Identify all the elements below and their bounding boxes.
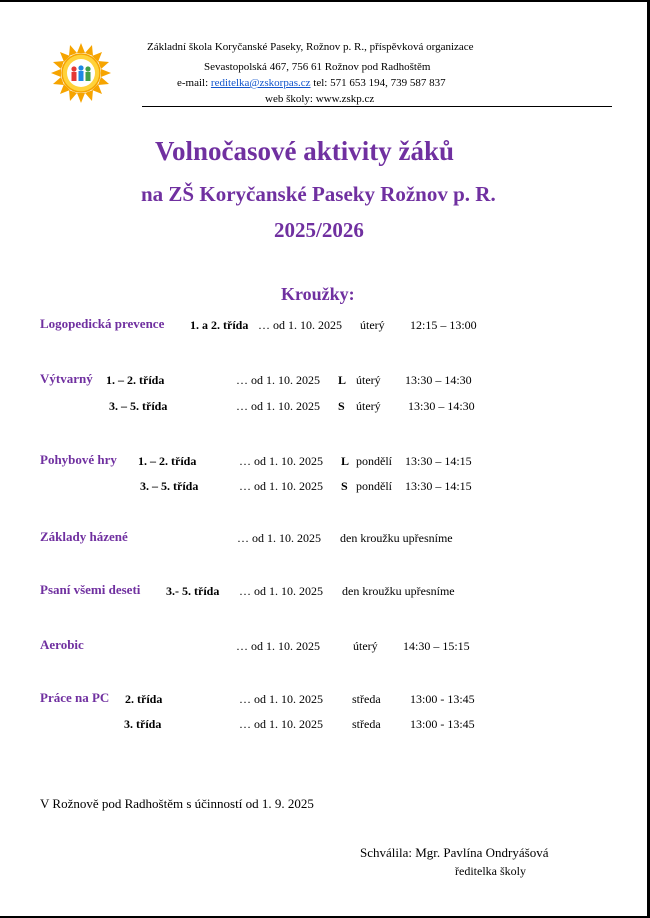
activity-psani-note: den kroužku upřesníme: [342, 584, 455, 598]
activity-vytvarny-name: Výtvarný: [40, 371, 93, 386]
approver-role: ředitelka školy: [455, 864, 526, 878]
activity-pc-r1-time: 13:00 - 13:45: [410, 692, 475, 706]
activity-psani-from: … od 1. 10. 2025: [239, 584, 323, 598]
activity-pohybove-r2-from: … od 1. 10. 2025: [239, 479, 323, 493]
school-web: web školy: www.zskp.cz: [265, 93, 375, 105]
activity-pc-r1-from: … od 1. 10. 2025: [239, 692, 323, 706]
school-name: Základní škola Koryčanské Paseky, Rožnov p. R., příspěvková organizace: [147, 41, 474, 53]
activity-pohybove-r2-day: pondělí: [356, 479, 392, 493]
activity-logoped-from: … od 1. 10. 2025: [258, 318, 342, 332]
approved-by: Schválila: Mgr. Pavlína Ondryášová: [360, 845, 549, 860]
activity-psani-grade: 3.- 5. třída: [166, 584, 220, 598]
activity-aerobic-name: Aerobic: [40, 637, 84, 652]
page-title: Volnočasové aktivity žáků: [155, 136, 455, 166]
activity-pohybove-r2-time: 13:30 – 14:15: [405, 479, 472, 493]
page-subtitle: na ZŠ Koryčanské Paseky Rožnov p. R.: [141, 182, 496, 206]
activity-pc-r2-time: 13:00 - 13:45: [410, 717, 475, 731]
email-link[interactable]: reditelka@zskorpas.cz: [210, 77, 311, 89]
activity-pc-r2-day: středa: [352, 717, 381, 731]
activity-pc-r1-day: středa: [352, 692, 381, 706]
header-rule: [142, 106, 612, 107]
section-title: Kroužky:: [281, 284, 355, 304]
email-label: e-mail:: [177, 77, 209, 89]
validity-note: V Rožnově pod Radhoštěm s účinností od 1. 9. 2025: [40, 796, 314, 811]
activity-vytvarny-r2-time: 13:30 – 14:30: [408, 399, 475, 413]
activity-logoped-time: 12:15 – 13:00: [410, 318, 477, 332]
activity-hazena-from: … od 1. 10. 2025: [237, 531, 321, 545]
activity-vytvarny-r2-from: … od 1. 10. 2025: [236, 399, 320, 413]
school-year: 2025/2026: [274, 218, 364, 242]
activity-vytvarny-r1-group: L: [338, 373, 347, 387]
activity-vytvarny-r2-group: S: [338, 399, 345, 413]
contact-line: [177, 77, 446, 89]
activity-pohybove-r1-grade: 1. – 2. třída: [138, 454, 197, 468]
activity-pc-name: Práce na PC: [40, 690, 110, 705]
activity-hazena-note: den kroužku upřesníme: [340, 531, 453, 545]
activity-pohybove-r2-grade: 3. – 5. třída: [140, 479, 199, 493]
activity-aerobic-from: … od 1. 10. 2025: [236, 639, 320, 653]
activity-pohybove-name: Pohybové hry: [40, 452, 117, 467]
activity-hazena-name: Základy házené: [40, 529, 128, 544]
activity-vytvarny-r1-time: 13:30 – 14:30: [405, 373, 472, 387]
school-logo: [50, 42, 112, 104]
activity-aerobic-day: úterý: [353, 639, 378, 653]
activity-pc-r2-from: … od 1. 10. 2025: [239, 717, 323, 731]
activity-pc-r1-grade: 2. třída: [125, 692, 163, 706]
activity-logoped-day: úterý: [360, 318, 385, 332]
activity-vytvarny-r1-from: … od 1. 10. 2025: [236, 373, 320, 387]
activity-vytvarny-r1-grade: 1. – 2. třída: [106, 373, 165, 387]
activity-pohybove-r1-day: pondělí: [356, 454, 392, 468]
phone-text: tel: 571 653 194, 739 587 837: [313, 77, 446, 89]
activity-aerobic-time: 14:30 – 15:15: [403, 639, 470, 653]
activity-pohybove-r2-group: S: [341, 479, 348, 493]
activity-pohybove-r1-from: … od 1. 10. 2025: [239, 454, 323, 468]
activity-logoped-name: Logopedická prevence: [40, 316, 165, 331]
page-edge-top: [0, 0, 650, 2]
activity-vytvarny-r1-day: úterý: [356, 373, 381, 387]
activity-pohybove-r1-group: L: [341, 454, 350, 468]
activity-psani-name: Psaní všemi deseti: [40, 582, 141, 597]
activity-logoped-grade: 1. a 2. třída: [190, 318, 249, 332]
activity-vytvarny-r2-grade: 3. – 5. třída: [109, 399, 168, 413]
activity-pohybove-r1-time: 13:30 – 14:15: [405, 454, 472, 468]
activity-pc-r2-grade: 3. třída: [124, 717, 162, 731]
activity-vytvarny-r2-day: úterý: [356, 399, 381, 413]
school-address: Sevastopolská 467, 756 61 Rožnov pod Radhoštěm: [204, 61, 431, 73]
